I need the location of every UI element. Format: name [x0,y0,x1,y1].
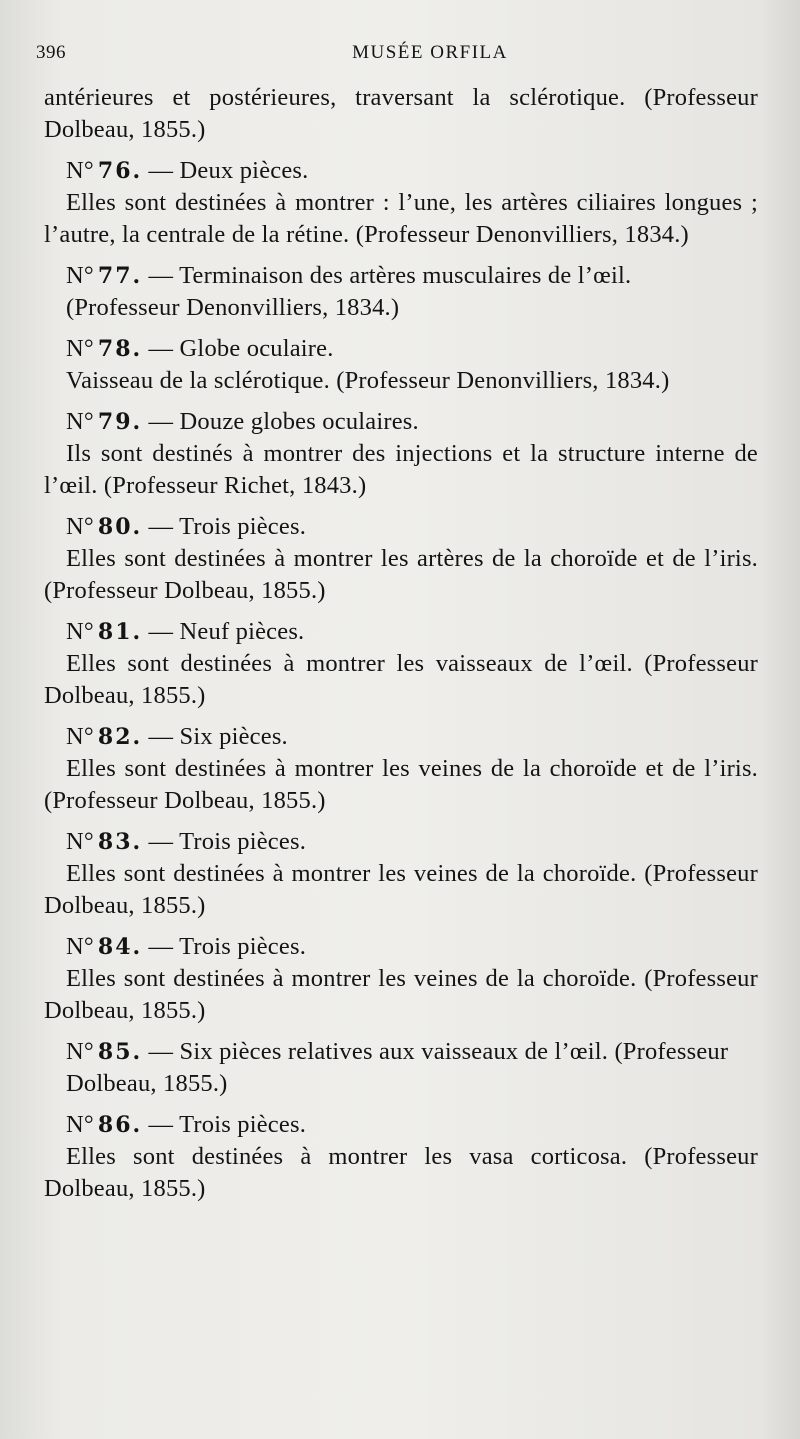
entry-number: 77. [97,263,143,289]
number-sign: N° [66,262,94,289]
entry-heading [44,931,758,963]
intro-paragraph: antérieures et postérieures, traversant la sclérotique. (Professeur Dolbeau, 1855.) [44,84,758,143]
entry-number: 83. [97,829,143,855]
entry-title: — Globe oculaire. [148,335,334,362]
entry-heading [44,721,758,753]
number-sign: N° [66,723,94,750]
number-sign: N° [66,335,94,362]
number-sign: N° [66,408,94,435]
entry-title: — Deux pièces. [148,157,309,184]
page-number: 396 [36,42,66,63]
entry-number: 81. [97,619,143,645]
entry-body: (Professeur Denonvilliers, 1834.) [66,294,400,321]
entry-number: 82. [97,724,143,750]
entry-body: Elles sont destinées à montrer : l’une, les artères ciliaires longues ; l’autre, la centrale de la rétine. (Professeur Denonvilliers, 1834.) [44,189,758,248]
running-head [36,42,764,72]
entry-number: 86. [97,1112,143,1138]
entry-title: — Trois pièces. [148,828,307,855]
entry-heading [44,155,758,187]
number-sign: N° [66,618,94,645]
number-sign: N° [66,933,94,960]
entry-title: — Trois pièces. [148,933,307,960]
entry-body: Vaisseau de la sclérotique. (Professeur Denonvilliers, 1834.) [66,367,670,394]
entry-title: — Neuf pièces. [148,618,305,645]
entry-number: 76. [97,158,143,184]
number-sign: N° [66,157,94,184]
number-sign: N° [66,1038,94,1065]
entry-body: Elles sont destinées à montrer les vaisseaux de l’œil. (Professeur Dolbeau, 1855.) [44,650,758,709]
catalog-entry [44,616,758,712]
catalog-entry [44,826,758,922]
entry-number: 80. [97,514,143,540]
entry-body: Ils sont destinés à montrer des injections et la structure interne de l’œil. (Professeur Richet, 1843.) [44,440,758,499]
entry-list [44,155,758,1205]
header-title: MUSÉE ORFILA [352,42,508,63]
entry-heading [44,511,758,543]
entry-heading [44,826,758,858]
entry-number: 84. [97,934,143,960]
number-sign: N° [66,513,94,540]
entry-body: Elles sont destinées à montrer les artères de la choroïde et de l’iris. (Professeur Dolbeau, 1855.) [44,545,758,604]
entry-body: Elles sont destinées à montrer les veines de la choroïde. (Professeur Dolbeau, 1855.) [44,860,758,919]
entry-body: Elles sont destinées à montrer les veines de la choroïde et de l’iris. (Professeur Dolbeau, 1855.) [44,755,758,814]
entry-title: — Douze globes oculaires. [148,408,419,435]
entry-number: 78. [97,336,143,362]
text-block [44,82,758,1205]
entry-number: 79. [97,409,143,435]
entry-title: — Trois pièces. [148,513,307,540]
catalog-entry [44,931,758,1027]
entry-body: Elles sont destinées à montrer les vasa corticosa. (Professeur Dolbeau, 1855.) [44,1143,758,1202]
entry-heading [44,616,758,648]
entry-heading [44,333,758,365]
entry-title: — Six pièces. [148,723,288,750]
entry-title: — Six pièces relatives aux vaisseaux de l’œil. (Professeur Dolbeau, 1855.) [66,1038,729,1097]
entry-heading [44,1036,758,1100]
catalog-entry [44,260,758,324]
entry-number: 85. [97,1039,143,1065]
catalog-entry [44,721,758,817]
catalog-entry [44,1109,758,1205]
entry-heading [44,260,758,292]
entry-title: — Trois pièces. [148,1111,307,1138]
catalog-entry [44,333,758,397]
catalog-entry [44,511,758,607]
entry-heading [44,406,758,438]
number-sign: N° [66,1111,94,1138]
entry-title: — Terminaison des artères musculaires de l’œil. [148,262,632,289]
entry-heading [44,1109,758,1141]
entry-body: Elles sont destinées à montrer les veines de la choroïde. (Professeur Dolbeau, 1855.) [44,965,758,1024]
catalog-entry [44,155,758,251]
catalog-entry [44,406,758,502]
number-sign: N° [66,828,94,855]
catalog-entry [44,1036,758,1100]
